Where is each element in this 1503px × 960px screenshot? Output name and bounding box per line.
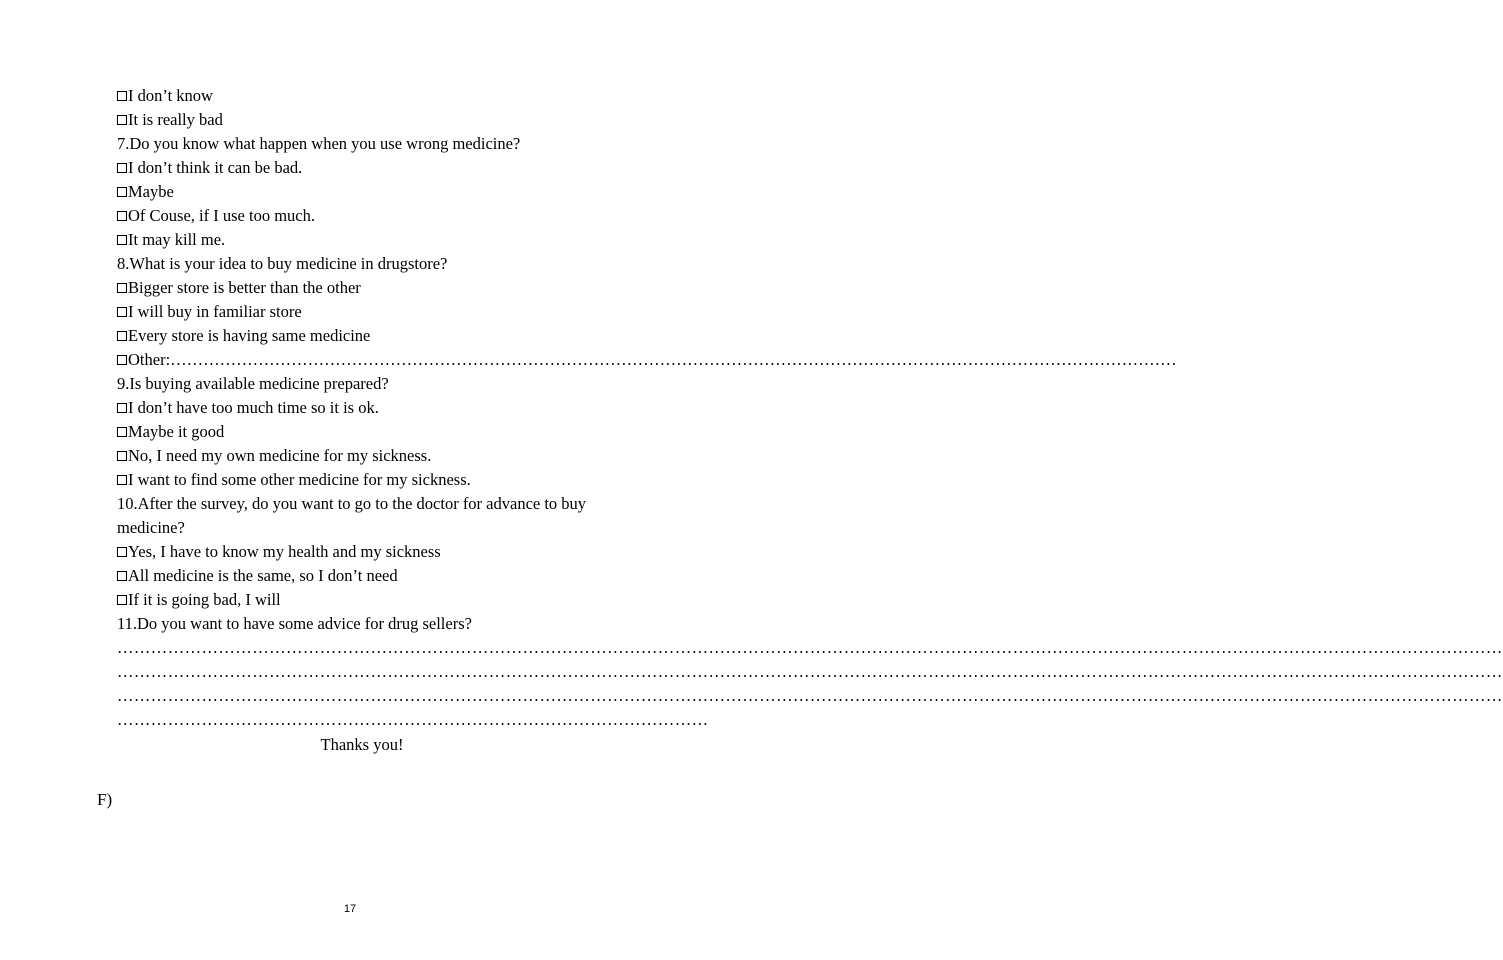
survey-option <box>117 156 607 180</box>
survey-option <box>117 324 607 348</box>
option-text: Maybe <box>128 182 174 201</box>
checkbox-icon <box>117 307 127 317</box>
answer-line: ………………………………………………………………………………………………………………………………………………………………………………………………………………………… <box>117 638 1503 657</box>
answer-line: ………………………………………………………………………………………………………………………………………………………………………………………………………………………… <box>117 662 1503 681</box>
checkbox-icon <box>117 427 127 437</box>
option-text: No, I need my own medicine for my sickness. <box>128 446 432 465</box>
option-text: I don’t know <box>128 86 213 105</box>
checkbox-icon <box>117 475 127 485</box>
checkbox-icon <box>117 331 127 341</box>
checkbox-icon <box>117 451 127 461</box>
survey-question: 11.Do you want to have some advice for drug sellers? <box>117 614 472 633</box>
closing-text: Thanks you! <box>320 735 404 754</box>
checkbox-icon <box>117 355 127 365</box>
option-text: If it is going bad, I will <box>128 590 281 609</box>
survey-question: 9.Is buying available medicine prepared? <box>117 374 389 393</box>
survey-body <box>117 84 1503 757</box>
survey-option <box>117 396 607 420</box>
checkbox-icon <box>117 595 127 605</box>
survey-option <box>117 300 607 324</box>
option-text: Yes, I have to know my health and my sickness <box>128 542 441 561</box>
survey-option <box>117 108 607 132</box>
checkbox-icon <box>117 547 127 557</box>
checkbox-icon <box>117 403 127 413</box>
survey-option <box>117 468 607 492</box>
option-text: I will buy in familiar store <box>128 302 302 321</box>
survey-option <box>117 276 607 300</box>
option-text: Maybe it good <box>128 422 225 441</box>
survey-option <box>117 180 607 204</box>
option-text: It is really bad <box>128 110 223 129</box>
checkbox-icon <box>117 235 127 245</box>
checkbox-icon <box>117 91 127 101</box>
page-number: 17 <box>343 903 357 915</box>
survey-option <box>117 588 607 612</box>
survey-question: 10.After the survey, do you want to go to the doctor for advance to buy medicine? <box>117 494 587 537</box>
answer-line: …………………………………………………………………………………………… <box>117 710 709 729</box>
option-text: Every store is having same medicine <box>128 326 371 345</box>
checkbox-icon <box>117 187 127 197</box>
checkbox-icon <box>117 571 127 581</box>
survey-option <box>117 444 607 468</box>
option-text: I don’t have too much time so it is ok. <box>128 398 379 417</box>
option-text: It may kill me. <box>128 230 226 249</box>
survey-option <box>117 348 1177 372</box>
checkbox-icon <box>117 211 127 221</box>
option-text: Bigger store is better than the other <box>128 278 361 297</box>
survey-question: 7.Do you know what happen when you use wrong medicine? <box>117 134 521 153</box>
option-text: Other:………………………………………………………………………………………………………………………………………………………………… <box>128 350 1177 369</box>
survey-question: 8.What is your idea to buy medicine in drugstore? <box>117 254 448 273</box>
survey-option <box>117 540 607 564</box>
option-text: Of Couse, if I use too much. <box>128 206 315 225</box>
checkbox-icon <box>117 283 127 293</box>
option-text: I want to find some other medicine for my sickness. <box>128 470 471 489</box>
survey-option <box>117 420 607 444</box>
option-text: All medicine is the same, so I don’t need <box>128 566 398 585</box>
survey-option <box>117 84 607 108</box>
answer-line: ………………………………………………………………………………………………………………………………………………………………………………………………………………………… <box>117 686 1503 705</box>
section-label: F) <box>97 790 113 809</box>
survey-option <box>117 228 607 252</box>
checkbox-icon <box>117 115 127 125</box>
survey-option <box>117 564 607 588</box>
survey-option <box>117 204 607 228</box>
checkbox-icon <box>117 163 127 173</box>
option-text: I don’t think it can be bad. <box>128 158 303 177</box>
